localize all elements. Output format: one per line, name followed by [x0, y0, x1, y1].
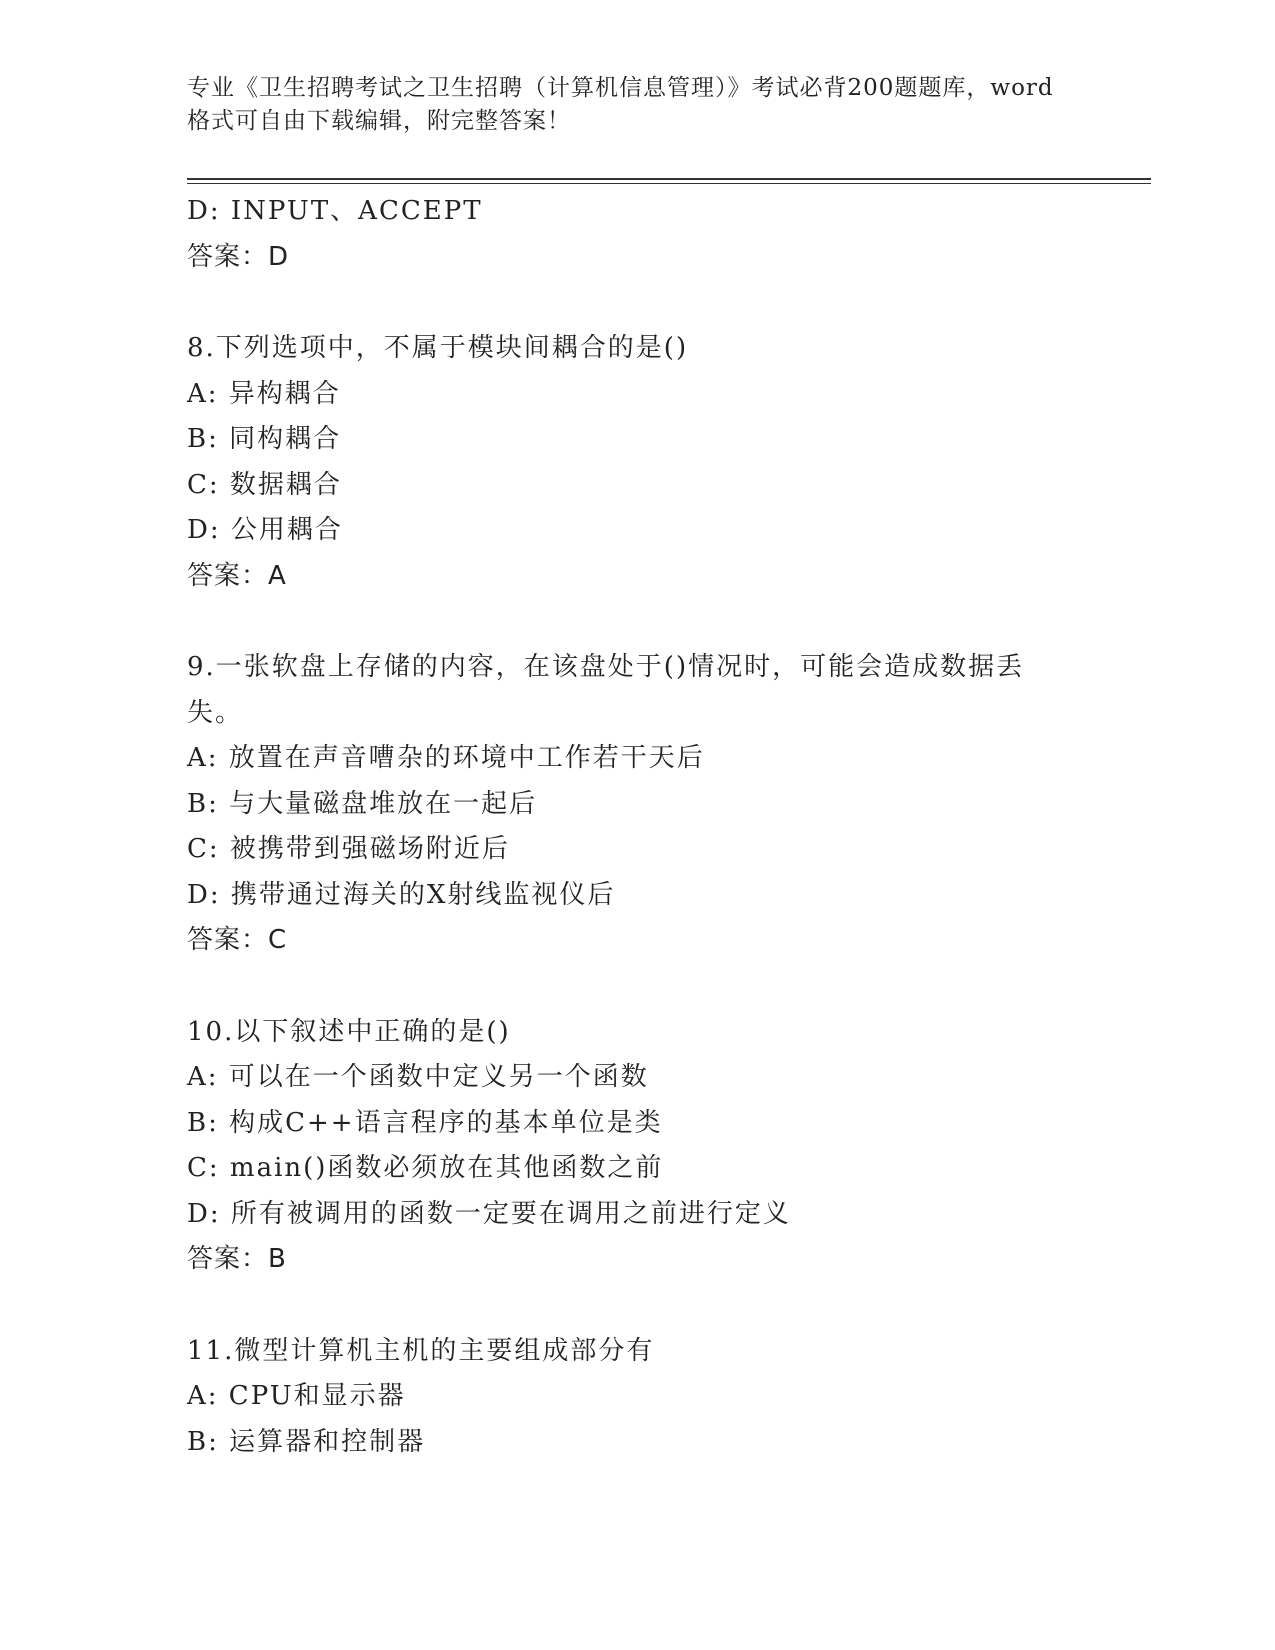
- option-c: C: 被携带到强磁场附近后: [187, 834, 510, 864]
- document-header: [187, 72, 1087, 138]
- header-divider-thick: [187, 178, 1151, 180]
- option-b: B: 与大量磁盘堆放在一起后: [187, 788, 538, 819]
- spacer: [187, 1283, 1087, 1329]
- question-11: [187, 1329, 1087, 1466]
- option-d: D: 所有被调用的函数一定要在调用之前进行定义: [187, 1198, 791, 1229]
- question-9: [187, 645, 1087, 964]
- option-c: C: 数据耦合: [187, 469, 342, 500]
- prev-option-d: D: INPUT、ACCEPT: [187, 196, 483, 226]
- option-a: A: 放置在声音嘈杂的环境中工作若干天后: [187, 743, 705, 773]
- header-divider-thin: [187, 183, 1151, 184]
- option-d: D: 公用耦合: [187, 515, 343, 545]
- option-b: B: 构成C++语言程序的基本单位是类: [187, 1107, 663, 1138]
- option-a: A: 异构耦合: [187, 378, 341, 409]
- spacer: [187, 599, 1087, 645]
- header-line-1: 专业《卫生招聘考试之卫生招聘（计算机信息管理）》考试必背200题题库，word: [187, 75, 1054, 101]
- prev-answer: 答案：D: [187, 241, 290, 272]
- spacer: [187, 280, 1087, 326]
- option-d: D: 携带通过海关的X射线监视仪后: [187, 879, 616, 910]
- spacer: [187, 964, 1087, 1010]
- question-list: [187, 189, 1087, 1465]
- question-10: [187, 1010, 1087, 1283]
- option-b: B: 同构耦合: [187, 424, 342, 454]
- question-text: 10.以下叙述中正确的是(): [187, 1016, 511, 1047]
- header-line-2: 格式可自由下载编辑，附完整答案！: [187, 108, 571, 134]
- answer: 答案：A: [187, 560, 287, 591]
- question-text: 11.微型计算机主机的主要组成部分有: [187, 1335, 655, 1366]
- question-text: 8.下列选项中，不属于模块间耦合的是(): [187, 333, 689, 363]
- question-text: 9.一张软盘上存储的内容，在该盘处于()情况时，可能会造成数据丢失。: [187, 652, 1025, 728]
- option-a: A: 可以在一个函数中定义另一个函数: [187, 1062, 649, 1092]
- answer: 答案：B: [187, 1244, 287, 1274]
- option-b: B: 运算器和控制器: [187, 1426, 426, 1457]
- answer: 答案：C: [187, 925, 288, 955]
- option-a: A: CPU和显示器: [187, 1381, 406, 1411]
- question-8: [187, 326, 1087, 599]
- option-c: C: main()函数必须放在其他函数之前: [187, 1153, 664, 1183]
